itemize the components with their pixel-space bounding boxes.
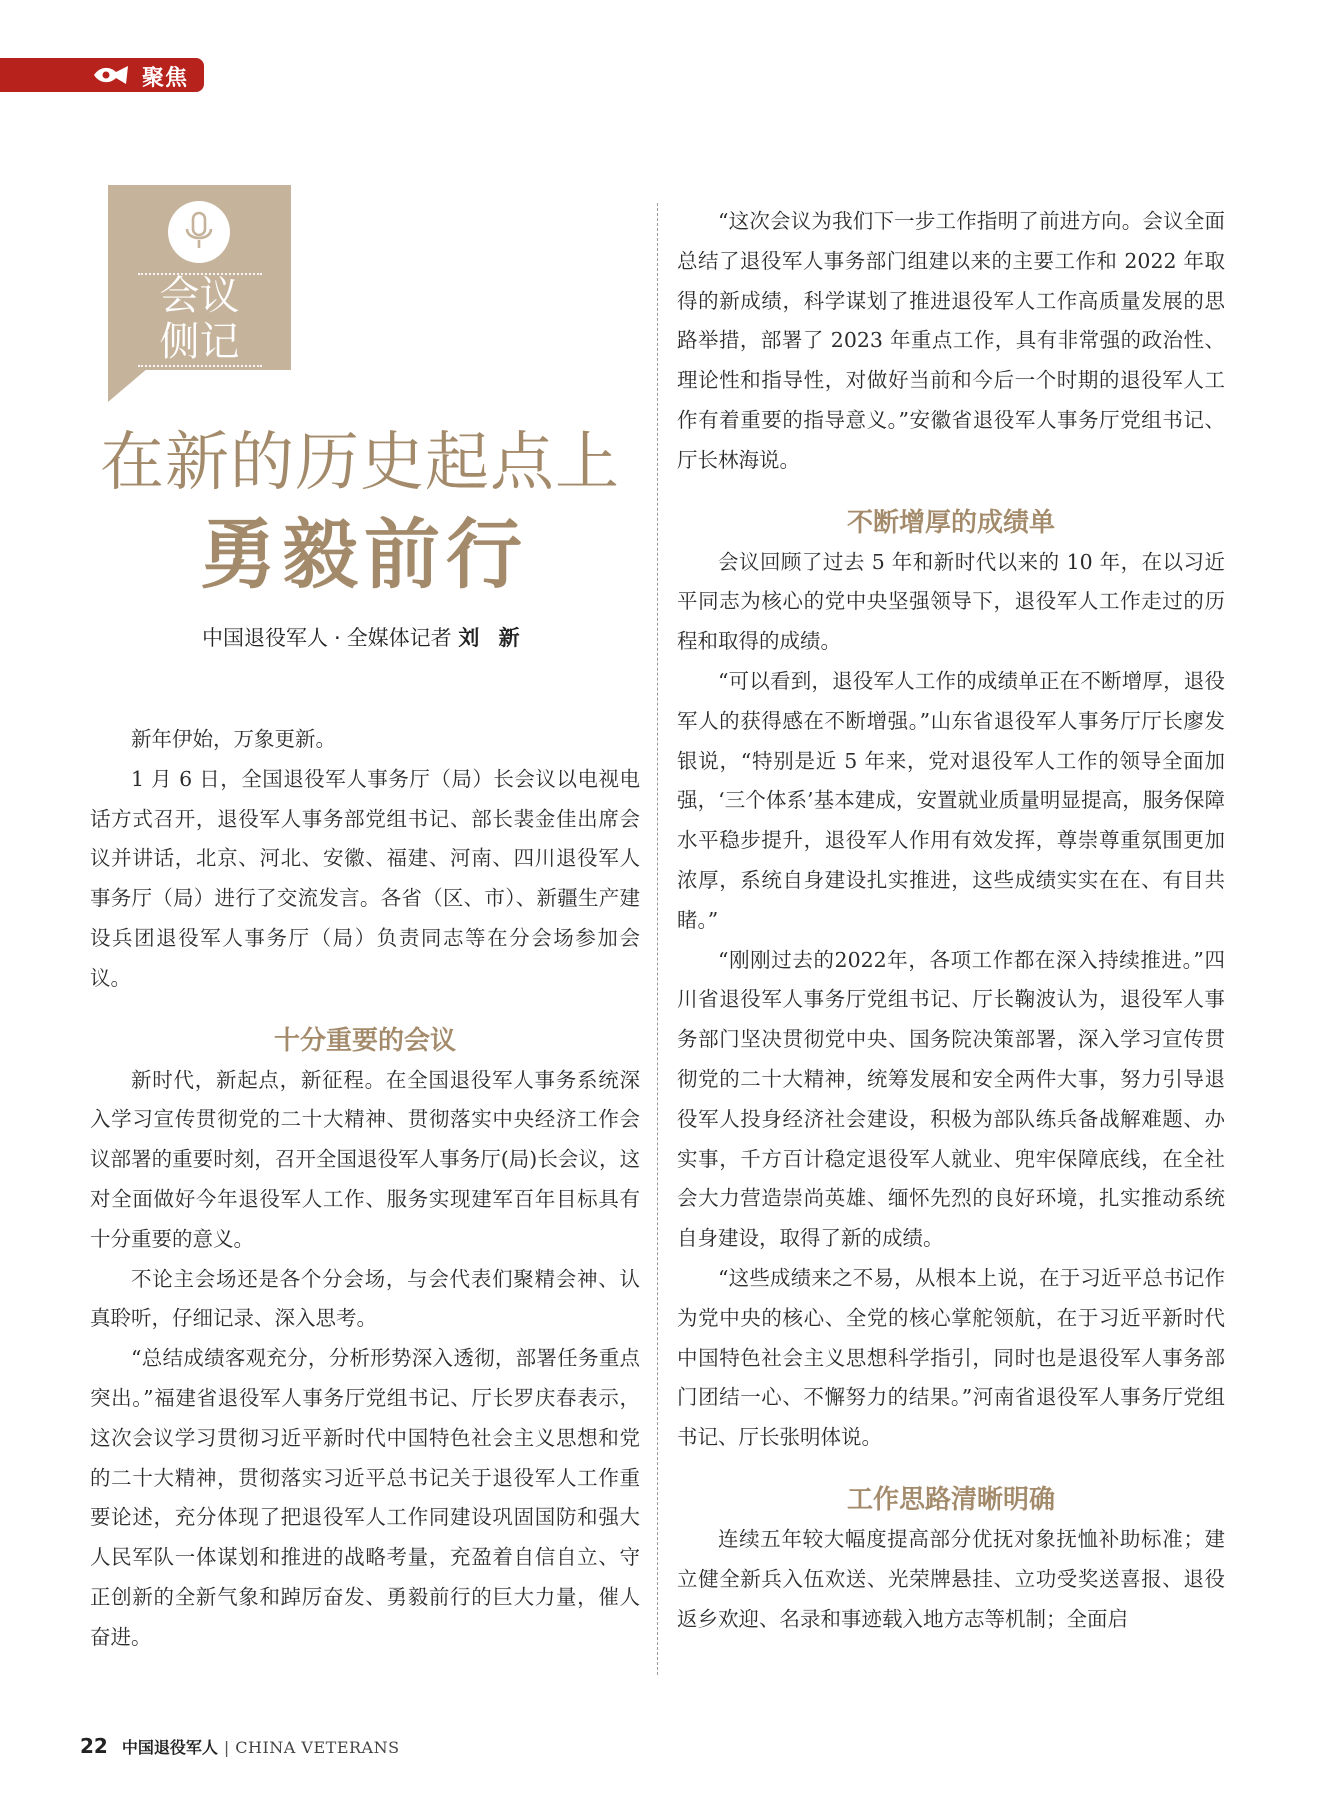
paragraph: “总结成绩客观充分，分析形势深入透彻，部署任务重点突出。”福建省退役军人事务厅党组书记、厅长罗庆春表示，这次会议学习贯彻习近平新时代中国特色社会主义思想和党的二十大精神，贯彻落实习近平总书记关于退役军人工作重要论述，充分体现了把退役军人工作同建设巩固国防和强大人民军队一体谋划和推进的战略考量，充盈着自信自立、守正创新的全新气象和踔厉奋发、勇毅前行的巨大力量，催人奋进。 [90, 1346, 640, 1649]
badge-line-2: 侧记 [159, 319, 240, 365]
bugle-logo-icon [92, 62, 130, 88]
column-divider [657, 203, 658, 1675]
article-title-line-2: 勇毅前行 [200, 510, 528, 599]
badge-speech-tail [108, 368, 148, 402]
byline-author: 刘 新 [458, 626, 526, 650]
byline-separator: · [334, 626, 341, 650]
page-number: 22 [80, 1734, 108, 1758]
section-heading: 不断增厚的成绩单 [846, 507, 1055, 538]
section-label: 聚焦 [142, 66, 189, 91]
magazine-name-cn: 中国退役军人 [121, 1738, 218, 1757]
byline-outlet: 中国退役军人 [202, 626, 328, 650]
column-badge [108, 185, 291, 370]
byline-role: 全媒体记者 [346, 626, 452, 650]
paragraph: “可以看到，退役军人工作的成绩单正在不断增厚，退役军人的获得感在不断增强。”山东省退役军人事务厅厅长廖发银说，“特别是近 5 年来，党对退役军人工作的领导全面加强，‘三个体系’基本建成，安置就业质量明显提高，服务保障水平稳步提升，退役军人作用有效发挥，尊崇尊重氛围更加浓厚，系统自身建设扎实推进，这些成绩实实在在、有目共睹。” [677, 668, 1225, 932]
section-heading: 十分重要的会议 [273, 1025, 456, 1056]
paragraph: 新时代，新起点，新征程。在全国退役军人事务系统深入学习宣传贯彻党的二十大精神、贯彻落实中央经济工作会议部署的重要时刻，召开全国退役军人事务厅(局)长会议，这对全面做好今年退役军人工作、服务实现建军百年目标具有十分重要的意义。 [90, 1067, 640, 1251]
paragraph: 1 月 6 日，全国退役军人事务厅（局）长会议以电视电话方式召开，退役军人事务部党组书记、部长裴金佳出席会议并讲话，北京、河北、安徽、福建、河南、四川退役军人事务厅（局）进行了交流发言。各省（区、市）、新疆生产建设兵团退役军人事务厅（局）负责同志等在分会场参加会议。 [90, 766, 640, 990]
paragraph: 会议回顾了过去 5 年和新时代以来的 10 年，在以习近平同志为核心的党中央坚强领导下，退役军人工作走过的历程和取得的成绩。 [677, 549, 1225, 654]
article-title-line-1: 在新的历史起点上 [100, 426, 620, 500]
page-footer [80, 1734, 400, 1758]
paragraph: 不论主会场还是各个分会场，与会代表们聚精会神、认真聆听，仔细记录、深入思考。 [90, 1266, 640, 1331]
section-tab [0, 58, 204, 92]
right-column [677, 202, 1225, 1639]
section-heading: 工作思路清晰明确 [846, 1484, 1055, 1515]
paragraph: “刚刚过去的2022年，各项工作都在深入持续推进。”四川省退役军人事务厅党组书记、厅长鞠波认为，退役军人事务部门坚决贯彻党中央、国务院决策部署，深入学习宣传贯彻党的二十大精神，统筹发展和安全两件大事，努力引导退役军人投身经济社会建设，积极为部队练兵备战解难题、办实事，千方百计稳定退役军人就业、兜牢保障底线，在全社会大力营造崇尚英雄、缅怀先烈的良好环境，扎实推动系统自身建设，取得了新的成绩。 [677, 947, 1225, 1251]
left-column [90, 720, 640, 1658]
paragraph: “这次会议为我们下一步工作指明了前进方向。会议全面总结了退役军人事务部门组建以来的主要工作和 2022 年取得的新成绩，科学谋划了推进退役军人工作高质量发展的思路举措，部署了 2023 年重点工作，具有非常强的政治性、理论性和指导性，对做好当前和今后一个时期的退役军人工作有着重要的指导意义。”安徽省退役军人事务厅党组书记、厅长林海说。 [677, 209, 1225, 472]
magazine-name-en: CHINA VETERANS [235, 1738, 400, 1757]
paragraph: “这些成绩来之不易，从根本上说，在于习近平总书记作为党中央的核心、全党的核心掌舵领航，在于习近平新时代中国特色社会主义思想科学指引，同时也是退役军人事务部门团结一心、不懈努力的结果。”河南省退役军人事务厅党组书记、厅长张明体说。 [677, 1265, 1225, 1450]
badge-divider-bottom [138, 365, 262, 367]
badge-line-1: 会议 [159, 273, 240, 319]
microphone-icon [168, 201, 230, 263]
paragraph: 连续五年较大幅度提高部分优抚对象抚恤补助标准；建立健全新兵入伍欢送、光荣牌悬挂、立功受奖送喜报、退役返乡欢迎、名录和事迹载入地方志等机制；全面启 [677, 1526, 1225, 1631]
footer-separator: | [223, 1738, 230, 1757]
paragraph: 新年伊始，万象更新。 [131, 727, 336, 751]
byline [202, 622, 526, 652]
